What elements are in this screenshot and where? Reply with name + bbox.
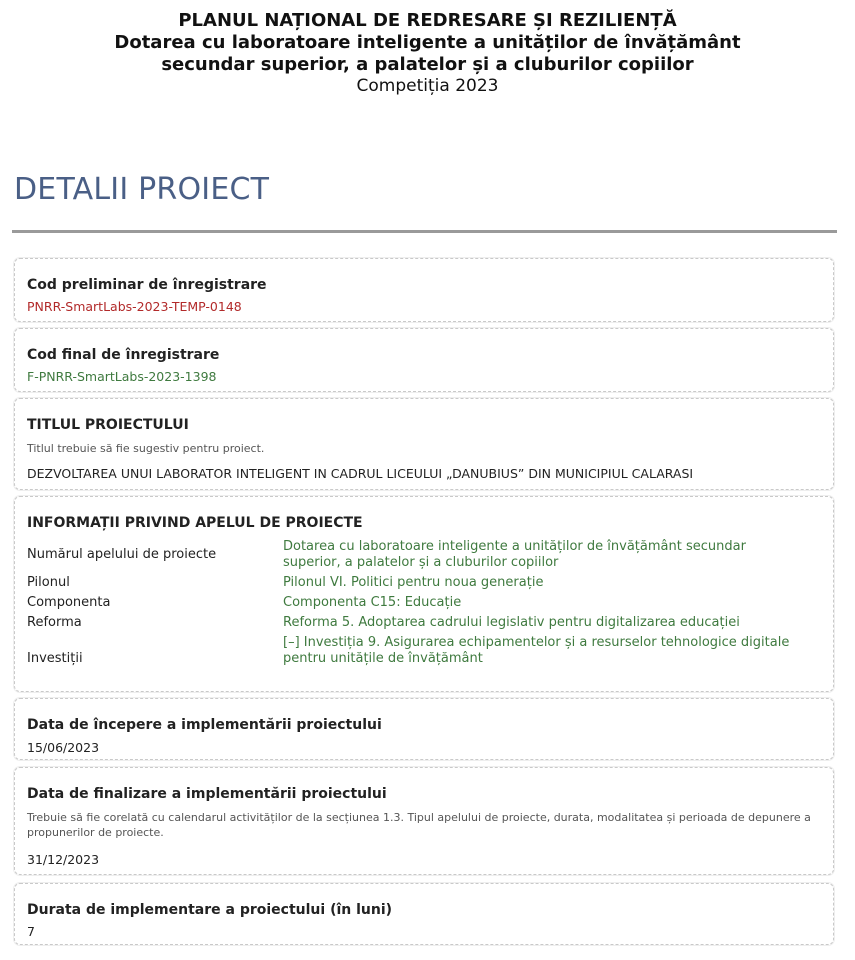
- project-title-label: TITLUL PROIECTULUI: [27, 417, 189, 433]
- pillar-key: Pilonul: [27, 575, 70, 590]
- preliminary-code-card: [14, 258, 834, 322]
- call-number-value: Dotarea cu laboratoare inteligente a unităților de învățământ secundar superior, a palatelor și a cluburilor copiilor: [283, 539, 746, 570]
- investment-key: Investiții: [27, 651, 83, 666]
- investment-value: [–] Investiția 9. Asigurarea echipamentelor și a resurselor tehnologice digitale pentru unitățile de învățământ: [283, 635, 790, 666]
- header-call-line1: Dotarea cu laboratoare inteligente a unităților de învățământ: [114, 32, 741, 53]
- duration-card: [14, 883, 834, 945]
- end-date-card: [14, 767, 834, 875]
- header-competition: Competiția 2023: [356, 76, 499, 96]
- call-info-card: [14, 496, 834, 692]
- duration-value: 7: [27, 924, 35, 939]
- project-title-hint: Titlul trebuie să fie sugestiv pentru proiect.: [27, 442, 265, 455]
- start-date-value: 15/06/2023: [27, 740, 100, 755]
- end-date-label: Data de finalizare a implementării proiectului: [27, 786, 387, 802]
- end-date-hint: Trebuie să fie corelată cu calendarul activităților de la secțiunea 1.3. Tipul apelului de proiecte, durata, modalitatea și perioada de depunere a propunerilor de proiecte.: [27, 811, 811, 839]
- page-title: DETALII PROIECT: [14, 172, 270, 207]
- final-code-card: [14, 328, 834, 392]
- end-date-value: 31/12/2023: [27, 852, 100, 867]
- project-title-card: [14, 398, 834, 490]
- project-title-value: DEZVOLTAREA UNUI LABORATOR INTELIGENT IN CADRUL LICEULUI „DANUBIUS” DIN MUNICIPIUL CALARASI: [27, 466, 694, 481]
- call-info-label: INFORMAȚII PRIVIND APELUL DE PROIECTE: [27, 515, 363, 531]
- component-value: Componenta C15: Educație: [283, 595, 462, 610]
- call-number-key: Numărul apelului de proiecte: [27, 547, 217, 562]
- pillar-value: Pilonul VI. Politici pentru noua generație: [283, 575, 544, 590]
- final-code-label: Cod final de înregistrare: [27, 347, 220, 363]
- header-call-line2: secundar superior, a palatelor și a cluburilor copiilor: [161, 54, 694, 75]
- preliminary-code-value: PNRR-SmartLabs-2023-TEMP-0148: [27, 299, 242, 314]
- start-date-label: Data de începere a implementării proiectului: [27, 717, 382, 733]
- reform-key: Reforma: [27, 615, 82, 630]
- preliminary-code-label: Cod preliminar de înregistrare: [27, 277, 267, 293]
- duration-label: Durata de implementare a proiectului (în luni): [27, 902, 393, 918]
- title-divider: [12, 230, 837, 233]
- reform-value: Reforma 5. Adoptarea cadrului legislativ pentru digitalizarea educației: [283, 615, 740, 630]
- final-code-value: F-PNRR-SmartLabs-2023-1398: [27, 369, 217, 384]
- start-date-card: [14, 698, 834, 760]
- document-header: [0, 0, 855, 97]
- component-key: Componenta: [27, 595, 111, 610]
- header-program: PLANUL NAȚIONAL DE REDRESARE ȘI REZILIENȚĂ: [178, 10, 677, 31]
